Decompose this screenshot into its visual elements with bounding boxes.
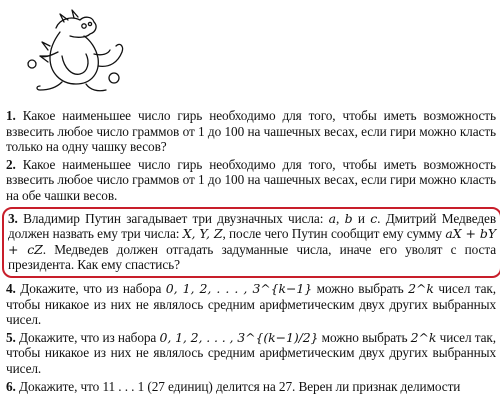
problem-list xyxy=(6,108,496,397)
math-var-c: c xyxy=(370,210,378,226)
problem-text: , после чего Путин сообщит ему сумму xyxy=(222,226,442,242)
dragon-illustration xyxy=(14,6,134,98)
problem-number: 1. xyxy=(6,108,16,123)
problem-text: Какое наименьшее число гирь необходимо для того, чтобы иметь возможность взвесить любое число граммов от 1 до 100 на чашечных весах, если гири можно класть только на одну чашку весов? xyxy=(6,108,496,155)
problem-text: . Дмитрий Медведев должен назвать ему три числа: xyxy=(8,210,496,242)
problem-4 xyxy=(6,281,496,328)
problem-6 xyxy=(6,379,496,395)
problem-number: 5. xyxy=(6,329,16,345)
math-set: 0, 1, 2, . . . , 3^{k−1} xyxy=(165,280,313,296)
problem-text: . Медведев должен отгадать задуманные числа, иначе его уволят с поста президента. Как ему спастись? xyxy=(8,241,497,273)
problem-text: чисел так, чтобы никакое из них не являлось средним арифметическим двух других выбранных чисел. xyxy=(6,329,496,376)
problem-number: 2. xyxy=(6,156,16,172)
problem-text: чисел так, чтобы никакое из них не являлось средним арифметическим двух других выбранных чисел. xyxy=(6,280,496,328)
problem-text: Докажите, что из набора xyxy=(19,329,157,345)
math-sum-expression: aX + bY + cZ xyxy=(8,226,496,257)
problem-text: Владимир Путин загадывает три двузначных числа: xyxy=(23,210,324,226)
math-var-b: b xyxy=(344,210,353,226)
problem-1 xyxy=(6,108,496,155)
separator: , xyxy=(336,210,340,226)
highlighted-problem-3 xyxy=(2,207,500,278)
math-count: 2^k xyxy=(408,280,434,296)
problem-text: Докажите, что из набора xyxy=(20,280,162,296)
math-vars-xyz: X, Y, Z xyxy=(182,226,223,242)
problem-text: Какое наименьшее число гирь необходимо для того, чтобы иметь возможность взвесить любое число граммов от 1 до 100 на чашечных весах, если гири можно класть на обе чашки весов. xyxy=(6,156,496,203)
problem-text: Докажите, что 11 . . . 1 (27 единиц) делится на 27. Верен ли признак делимости xyxy=(19,378,461,394)
math-count: 2^k xyxy=(410,329,437,345)
problem-text: можно выбрать xyxy=(321,329,408,345)
math-set: 0, 1, 2, . . . , 3^{(k−1)/2} xyxy=(159,329,319,345)
math-var-a: a xyxy=(328,210,337,226)
problem-number: 6. xyxy=(6,378,16,394)
conjunction: и xyxy=(357,210,365,226)
problem-number: 4. xyxy=(6,280,16,296)
problem-2 xyxy=(6,157,496,204)
problem-5 xyxy=(6,330,496,377)
problem-text: можно выбрать xyxy=(316,280,404,296)
problem-number: 3. xyxy=(8,210,18,226)
